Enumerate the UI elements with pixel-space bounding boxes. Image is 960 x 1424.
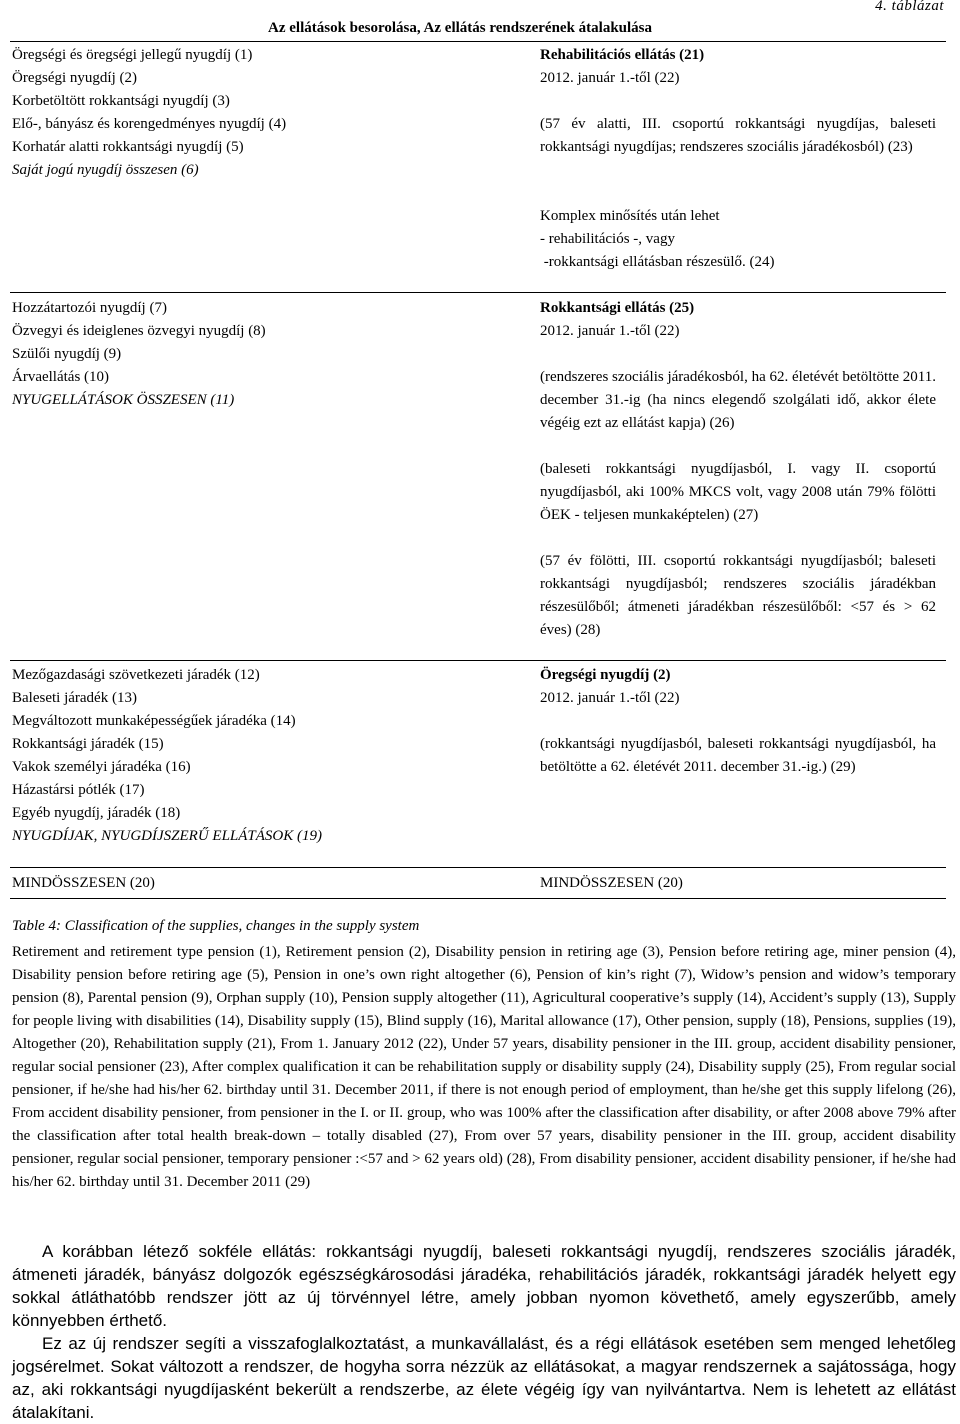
table-rule-1: [10, 292, 946, 293]
disability-para-3: (57 év fölötti, III. csoportú rokkantsági nyugdíjasból; baleseti rokkantsági nyugdíjasból; rendszeres szociális járadékban részesülőből; átmeneti járadékban részesülőből: <57 és > 62 éves) (28): [540, 553, 936, 638]
right-grand-total-label: MINDÖSSZESEN (20): [540, 875, 683, 891]
table-number: 4. táblázat: [875, 0, 944, 14]
table-rule-3: [10, 867, 946, 868]
left-grand-total-label: MINDÖSSZESEN (20): [12, 875, 155, 891]
table-rule-2: [10, 660, 946, 661]
rehab-heading: Rehabilitációs ellátás (21): [540, 47, 705, 63]
disability-date: 2012. január 1.-től (22): [540, 323, 680, 339]
left-item: Mezőgazdasági szövetkezeti járadék (12): [12, 667, 260, 683]
old-age-description: (rokkantsági nyugdíjasból, baleseti rokkantsági nyugdíjasból, ha betöltötte a 62. életévét 2011. december 31.-ig.) (29): [540, 736, 936, 775]
left-item: Özvegyi és ideiglenes özvegyi nyugdíj (8): [12, 323, 266, 339]
left-section-2-total: NYUGELLÁTÁSOK ÖSSZESEN (11): [12, 392, 235, 408]
table-title: Az ellátások besorolása, Az ellátás rendszerének átalakulása: [268, 20, 653, 36]
left-section-1: [12, 44, 286, 182]
left-section-2: [12, 297, 266, 412]
left-item: Rokkantsági járadék (15): [12, 736, 164, 752]
complex-qualification: [540, 205, 775, 274]
disability-heading: Rokkantsági ellátás (25): [540, 300, 695, 316]
left-item: Öregségi és öregségi jellegű nyugdíj (1): [12, 47, 253, 63]
left-item: Egyéb nyugdíj, járadék (18): [12, 805, 181, 821]
disability-para-1: (rendszeres szociális járadékosból, ha 62. életévét betöltötte 2011. december 31.-ig (ha nincs elegendő szolgálati idő, akkor élete végéig ezt az ellátást kapja) (26): [540, 369, 936, 431]
left-item: Öregségi nyugdíj (2): [12, 70, 137, 86]
table-rule-top: [10, 41, 946, 42]
left-section-1-total: Saját jogú nyugdíj összesen (6): [12, 162, 199, 178]
left-item: Vakok személyi járadéka (16): [12, 759, 191, 775]
left-item: Korhatár alatti rokkantsági nyugdíj (5): [12, 139, 244, 155]
left-item: Hozzátartozói nyugdíj (7): [12, 300, 167, 316]
right-grand-total: [540, 872, 683, 895]
complex-line: -rokkantsági ellátásban részesülő. (24): [540, 254, 775, 270]
body-paragraph-2: Ez az új rendszer segíti a visszafoglalkoztatást, a munkavállalást, és a régi ellátások esetében sem menged lehetőleg jogsérelmet. Sokat változott a rendszer, de hogyha sorra nézzük az ellátásokat, a magyar rendszernek a sajátossága, hogy az, aki rokkantsági nyugdíjasként bekerült a rendszerbe, az élete végéig így van nyilvántartva. Nem is lehetett az ellátást átalakítani.: [12, 1334, 956, 1422]
old-age-heading: Öregségi nyugdíj (2): [540, 667, 671, 683]
left-item: Árvaellátás (10): [12, 369, 110, 385]
left-section-3: [12, 664, 322, 848]
left-item: Házastársi pótlék (17): [12, 782, 145, 798]
rehab-date: 2012. január 1.-től (22): [540, 70, 680, 86]
complex-line: - rehabilitációs -, vagy: [540, 231, 675, 247]
old-age-date: 2012. január 1.-től (22): [540, 690, 680, 706]
right-section-3-head: [540, 664, 680, 710]
right-section-1-head: [540, 44, 704, 90]
body-paragraph-1: A korábban létező sokféle ellátás: rokkantsági nyugdíj, baleseti rokkantsági nyugdíj, rendszeres szociális járadék, átmeneti járadék, bányász dolgozók egészségkárosodási járadéka, rehabilitációs járadék, rokkantsági járadék helyett egy sokkal átláthatóbb rendszer jött az új törvénnyel létre, amely jobban nyomon követhető, amely egyszerűbb, amely könnyebben érthető.: [12, 1242, 956, 1330]
left-item: Korbetöltött rokkantsági nyugdíj (3): [12, 93, 230, 109]
left-item: Baleseti járadék (13): [12, 690, 137, 706]
left-item: Szülői nyugdíj (9): [12, 346, 122, 362]
right-section-2-head: [540, 297, 694, 343]
rehab-description: (57 év alatti, III. csoportú rokkantsági nyugdíjas, baleseti rokkantsági nyugdíjas; rendszeres szociális járadékosból) (23): [540, 116, 936, 155]
left-grand-total: [12, 872, 155, 895]
left-item: Megváltozott munkaképességűek járadéka (14): [12, 713, 296, 729]
english-translation: Retirement and retirement type pension (1), Retirement pension (2), Disability pension in retiring age (3), Pension before retiring age, miner pension (4), Disability pension before retiring age (5), Pension in one’s own right altogether (6), Pension of kin’s right (7), Widow’s pension and widow’s temporary pension (8), Parental pension (9), Orphan supply (10), Pension supply altogether (11), Agricultural cooperative’s supply (14), Accident’s supply (13), Supply for people living with disabilities (14), Disability supply (15), Blind supply (16), Marital allowance (17), Other pension, supply (18), Pensions, supplies (19), Altogether (20), Rehabilitation supply (21), From 1. January 2012 (22), Under 57 years, disability pensioner in the III. group, accident disability pensioner, regular social pensioner (23), After complex qualification it can be rehabilitation supply or disability supply (24), Disability supply (25), From regular social pensioner, if he/she had his/her 62. birthday until 31. December 2011, if there is not enough period of employment, than he/she get this supply lifelong (26), From accident disability pensioner, from pensioner in the I. or II. group, who was 100% after the classification after disability, or after 2008 above 79% after the classification after total health break-down – totally disabled (27), From over 57 years, disability pensioner in the III. group, accident disability pensioner, regular social pensioner, temporary pensioner :<57 and > 62 years old) (28), From disability pensioner, accident disability pensioner, if he/she had his/her 62. birthday until 31. December 2011 (29): [12, 944, 956, 1190]
left-item: Elő-, bányász és korengedményes nyugdíj (4): [12, 116, 287, 132]
left-section-3-total: NYUGDÍJAK, NYUGDÍJSZERŰ ELLÁTÁSOK (19): [12, 828, 323, 844]
table-caption: Table 4: Classification of the supplies, changes in the supply system: [12, 918, 420, 934]
disability-para-2: (baleseti rokkantsági nyugdíjasból, I. vagy II. csoportú nyugdíjasból, aki 100% MKCS volt, vagy 2008 után 79% fölötti ÖEK - teljesen munkaképtelen) (27): [540, 461, 936, 523]
table-rule-bottom: [10, 898, 946, 899]
complex-line: Komplex minősítés után lehet: [540, 208, 720, 224]
